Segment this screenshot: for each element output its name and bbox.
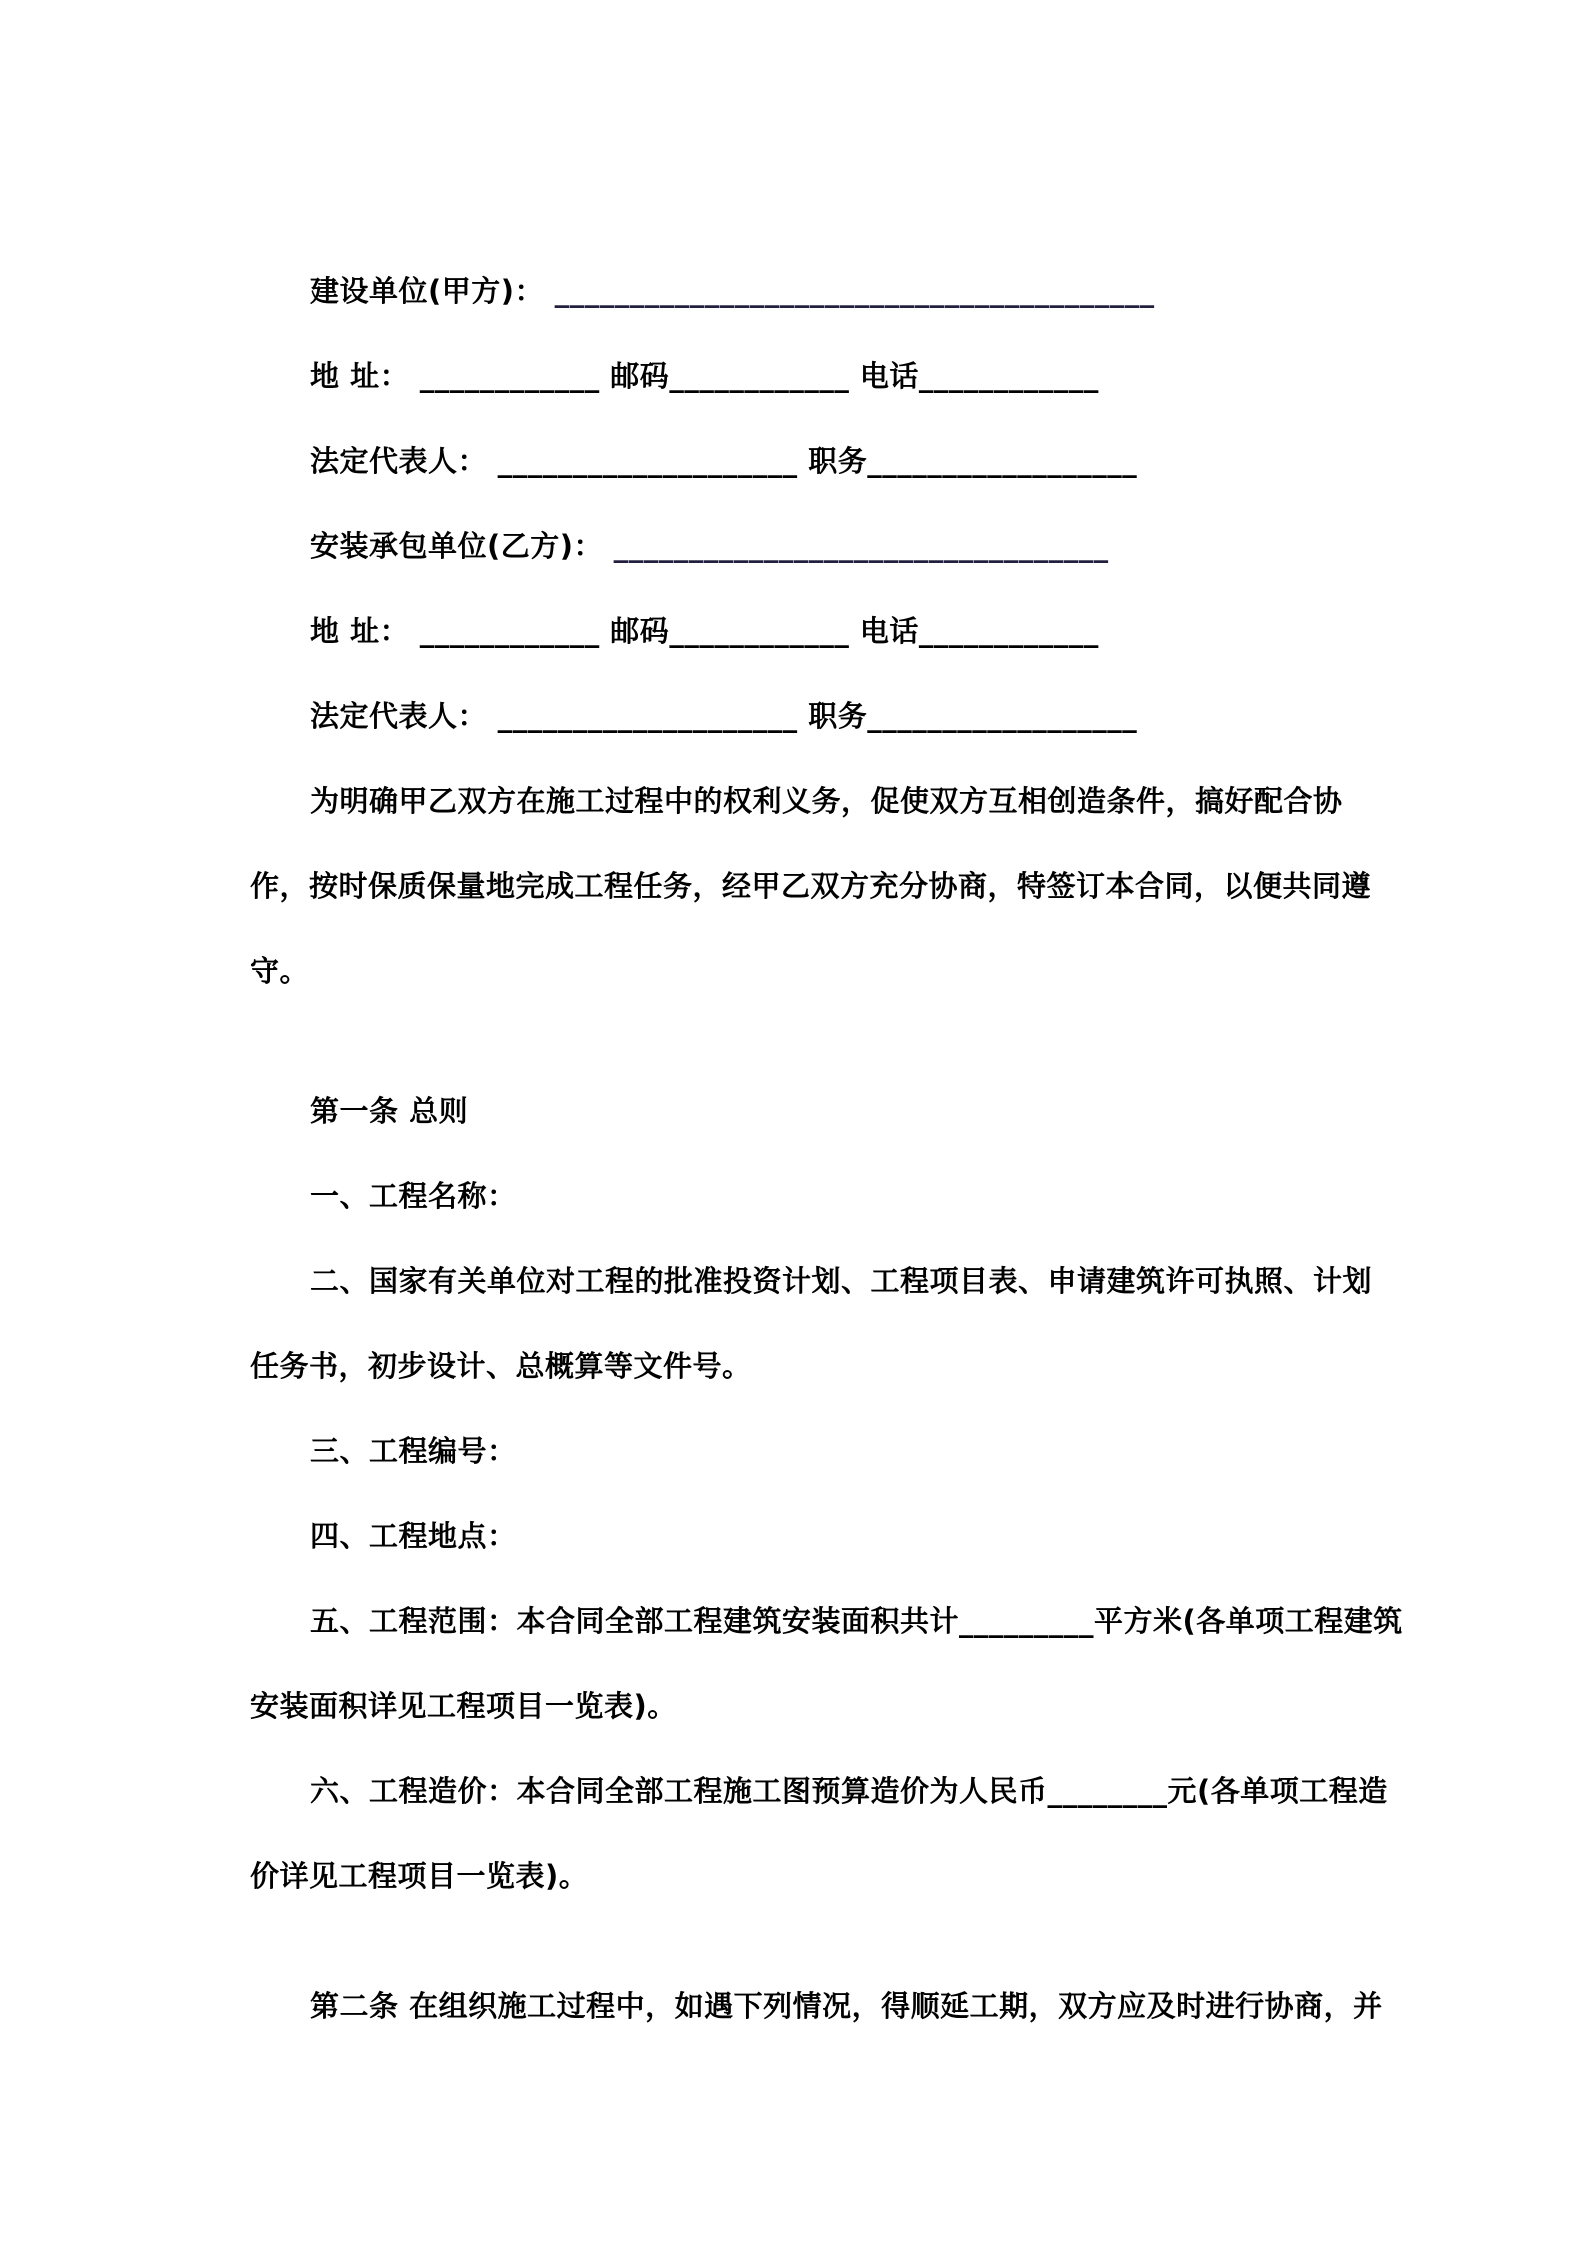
doc-text: 邮码: [599, 359, 670, 393]
fill-in-blank: ____________: [669, 359, 850, 393]
doc-line: [250, 929, 1435, 1014]
doc-text: 邮码: [599, 614, 670, 648]
doc-text: 六、工程造价：本合同全部工程施工图预算造价为人民币: [310, 1774, 1048, 1808]
doc-text: 地 址：: [310, 614, 420, 648]
doc-line: [250, 1579, 1435, 1664]
doc-line: [250, 844, 1435, 929]
doc-line: [250, 1749, 1435, 1834]
doc-text: 建设单位(甲方)：: [310, 274, 555, 308]
doc-text: 为明确甲乙双方在施工过程中的权利义务，促使双方互相创造条件，搞好配合协: [310, 784, 1343, 818]
doc-text: 第二条 在组织施工过程中，如遇下列情况，得顺延工期，双方应及时进行协商，并: [310, 1989, 1383, 2023]
doc-text: 第一条 总则: [310, 1094, 469, 1128]
doc-text: 任务书，初步设计、总概算等文件号。: [250, 1349, 752, 1383]
fill-in-blank: ____________: [419, 359, 600, 393]
doc-line: [250, 419, 1435, 504]
doc-text: 电话: [849, 614, 919, 648]
doc-line: [250, 1834, 1435, 1919]
doc-line: [250, 674, 1435, 759]
doc-line: [250, 1154, 1435, 1239]
doc-text: 平方米(各单项工程建筑: [1094, 1604, 1403, 1638]
doc-line: [250, 759, 1435, 844]
doc-text: 三、工程编号：: [310, 1434, 517, 1468]
fill-in-blank: ____________________: [497, 699, 798, 733]
doc-text: 二、国家有关单位对工程的批准投资计划、工程项目表、申请建筑许可执照、计划: [310, 1264, 1373, 1298]
doc-text: 法定代表人：: [310, 444, 498, 478]
doc-text: 安装承包单位(乙方)：: [310, 529, 614, 563]
doc-text: 元(各单项工程造: [1167, 1774, 1388, 1808]
doc-line: [250, 589, 1435, 674]
doc-text: 四、工程地点：: [310, 1519, 517, 1553]
fill-in-blank: ____________: [419, 614, 600, 648]
doc-text: 一、工程名称：: [310, 1179, 517, 1213]
doc-text: 职务: [797, 699, 868, 733]
doc-text: 电话: [849, 359, 919, 393]
doc-text: 法定代表人：: [310, 699, 498, 733]
doc-line: [250, 1239, 1435, 1324]
doc-text: 安装面积详见工程项目一览表)。: [250, 1689, 677, 1723]
doc-line: [250, 1324, 1435, 1409]
fill-in-blank: __________________: [867, 699, 1138, 733]
document-content: [250, 249, 1435, 2049]
doc-text: 地 址：: [310, 359, 420, 393]
doc-text: 价详见工程项目一览表)。: [250, 1859, 589, 1893]
doc-text: 职务: [797, 444, 868, 478]
fill-in-blank: _________: [959, 1604, 1095, 1638]
doc-line: [250, 1664, 1435, 1749]
fill-in-blank: ________: [1047, 1774, 1168, 1808]
doc-text: 守。: [250, 954, 310, 988]
doc-line: [250, 1964, 1435, 2049]
fill-in-blank: ____________________: [497, 444, 798, 478]
doc-line: [250, 504, 1435, 589]
doc-line: [250, 249, 1435, 334]
fill-in-blank: __________________: [867, 444, 1138, 478]
fill-in-blank: ____________: [918, 614, 1099, 648]
doc-line: [250, 1409, 1435, 1494]
doc-line: [250, 334, 1435, 419]
doc-line: [250, 1494, 1435, 1579]
fill-in-blank: ________________________________________: [554, 274, 1155, 308]
doc-line: [250, 1069, 1435, 1154]
fill-in-blank: ____________: [918, 359, 1099, 393]
fill-in-blank: _________________________________: [613, 529, 1109, 563]
fill-in-blank: ____________: [669, 614, 850, 648]
doc-text: 五、工程范围：本合同全部工程建筑安装面积共计: [310, 1604, 960, 1638]
doc-text: 作，按时保质保量地完成工程任务，经甲乙双方充分协商，特签订本合同，以便共同遵: [250, 869, 1372, 903]
